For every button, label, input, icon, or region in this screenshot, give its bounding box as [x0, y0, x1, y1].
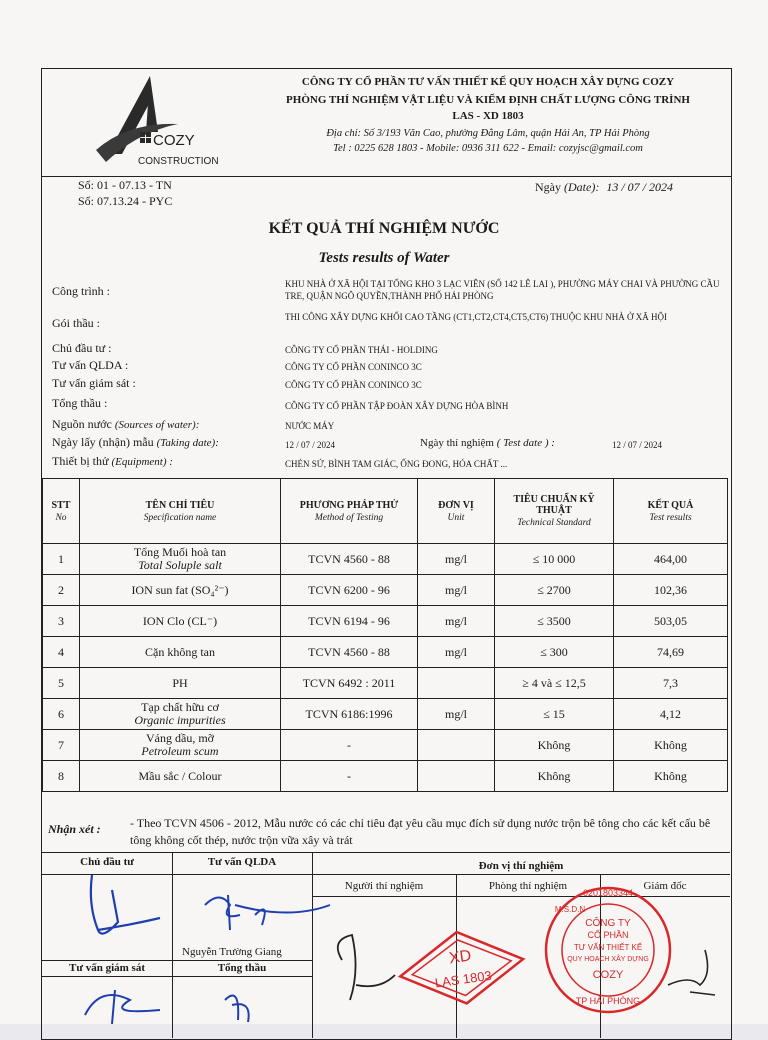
sig-contractor-label: Tổng thầu — [217, 962, 267, 974]
report-subtitle: Tests results of Water — [318, 250, 450, 266]
las-stamp — [395, 923, 528, 1012]
row-standard: ≤ 2700 — [495, 575, 614, 606]
contractor-signature — [225, 996, 249, 1023]
company-seal — [546, 888, 670, 1012]
row-result: Không — [614, 761, 728, 792]
row-name-vi: Váng dầu, mỡ — [146, 731, 214, 745]
project-value: KHU NHÀ Ở XÃ HỘI TẠI TỔNG KHO 3 LẠC VIÊN (SỐ 142 LÊ LAI ), PHƯỜNG MÁY CHAI VÀ PHƯỜNG CẦU TRE, QUẬN NGÔ QUYỀN,THÀNH PHỐ HẢI PHÒNG — [285, 279, 720, 301]
company-contact: Tel : 0225 628 1803 - Mobile: 0936 311 622 - Email: cozyjsc@gmail.com — [333, 143, 643, 154]
col-standard-en: Technical Standard — [517, 518, 591, 528]
row-stt: 1 — [43, 544, 80, 575]
date-label-en: (Date): — [564, 180, 600, 194]
investor-signature — [91, 875, 160, 934]
sig-director-label: Giám đốc — [643, 880, 687, 892]
taking-date-value: 12 / 07 / 2024 — [285, 440, 336, 450]
water-source-label-vi: Nguồn nước — [52, 417, 112, 431]
stamp-las-text: LAS 1803 — [433, 967, 493, 991]
seal-msdn: M.S.D.N — [554, 905, 586, 914]
pm-consultant-value: CÔNG TY CỔ PHẦN CONINCO 3C — [285, 362, 422, 372]
company-name: CÔNG TY CỔ PHẦN TƯ VẤN THIẾT KẾ QUY HOẠCH XÂY DỰNG COZY — [301, 76, 675, 88]
row-standard: ≥ 4 và ≤ 12,5 — [495, 668, 614, 699]
sig-lab-label: Phòng thí nghiệm — [488, 880, 568, 892]
row-result: 102,36 — [614, 575, 728, 606]
col-unit-vi: ĐƠN VỊ — [438, 499, 474, 511]
pm-signature — [205, 895, 330, 930]
row-stt: 6 — [43, 699, 80, 730]
taking-date-label-en: (Taking date): — [156, 437, 219, 449]
row-result: 503,05 — [614, 606, 728, 637]
row-method: TCVN 6492 : 2011 — [281, 668, 418, 699]
row-standard: ≤ 15 — [495, 699, 614, 730]
seal-ring-text: TP HẢI PHÒNG — [575, 996, 641, 1006]
row-stt: 8 — [43, 761, 80, 792]
remark-text: - Theo TCVN 4506 - 2012, Mẫu nước có các chỉ tiêu đạt yêu cầu mục đích sử dụng nước trộn bê tông cho các kết cấu bê tông không cốt thép, nước trộn vữa xây và trát — [130, 816, 711, 847]
taking-date-label-vi: Ngày lấy (nhận) mẫu — [52, 435, 154, 449]
row-name-vi: ION sun fat (SO₄²⁻) — [131, 582, 229, 597]
col-method-vi: PHƯƠNG PHÁP THỬ — [299, 499, 399, 511]
row-name-vi: Cặn không tan — [145, 644, 215, 659]
row-method: - — [281, 730, 418, 761]
pm-consultant-label: Tư vấn QLDA : — [52, 358, 129, 372]
supervisor-label: Tư vấn giám sát : — [52, 376, 136, 390]
row-name-vi: Tổng Muối hoà tan — [133, 545, 227, 559]
col-method-en: Method of Testing — [314, 512, 384, 523]
row-standard: ≤ 3500 — [495, 606, 614, 637]
row-method: TCVN 6200 - 96 — [281, 575, 418, 606]
doc-number-1: Số: 01 - 07.13 - TN — [78, 178, 172, 192]
col-name-vi: TÊN CHỈ TIÊU — [145, 499, 215, 511]
seal-line-1: CÔNG TY — [585, 918, 631, 929]
contractor-value: CÔNG TY CỔ PHẦN TẬP ĐOÀN XÂY DỰNG HÒA BÌNH — [285, 401, 509, 411]
supervisor-signature — [85, 990, 160, 1024]
col-result-en: Test results — [649, 512, 692, 523]
col-result-vi: KẾT QUẢ — [647, 499, 694, 511]
row-standard: Không — [495, 730, 614, 761]
row-result: 464,00 — [614, 544, 728, 575]
seal-line-2: CỔ PHẦN — [587, 930, 629, 940]
date-value: 13 / 07 / 2024 — [606, 180, 673, 194]
row-unit: mg/l — [418, 575, 495, 606]
row-unit: mg/l — [418, 544, 495, 575]
row-method: TCVN 6186:1996 — [281, 699, 418, 730]
stamp-xd-text: XD — [448, 947, 473, 968]
water-source-label-en: (Sources of water): — [114, 419, 200, 431]
row-stt: 4 — [43, 637, 80, 668]
seal-line-5: COZY — [592, 969, 624, 981]
sig-lab-unit-label: Đơn vị thí nghiệm — [478, 860, 564, 872]
row-method: TCVN 4560 - 88 — [281, 544, 418, 575]
col-name-en: Specification name — [143, 512, 217, 523]
row-name-en: Petroleum scum — [141, 744, 219, 758]
row-name-en: Total Soluple salt — [138, 558, 222, 572]
test-date-label-en: ( Test date ) : — [496, 437, 555, 449]
logo-subtext: CONSTRUCTION — [138, 156, 219, 167]
row-name-vi: ION Clo (CL⁻) — [142, 613, 218, 628]
test-date-value: 12 / 07 / 2024 — [612, 440, 663, 450]
row-name-vi: PH — [172, 675, 188, 690]
row-stt: 7 — [43, 730, 80, 761]
equipment-label-vi: Thiết bị thử — [52, 454, 109, 468]
row-standard: ≤ 300 — [495, 637, 614, 668]
tester-signature — [338, 935, 395, 1000]
supervisor-value: CÔNG TY CỔ PHẦN CONINCO 3C — [285, 380, 422, 390]
las-code: LAS - XD 1803 — [452, 110, 524, 122]
row-standard: ≤ 10 000 — [495, 544, 614, 575]
row-result: 74,69 — [614, 637, 728, 668]
package-value: THI CÔNG XÂY DỰNG KHỐI CAO TẦNG (CT1,CT2,CT4,CT5,CT6) THUỘC KHU NHÀ Ở XÃ HỘI — [285, 312, 668, 322]
row-result: 4,12 — [614, 699, 728, 730]
package-label: Gói thầu : — [52, 316, 100, 330]
equipment-value: CHÉN SỨ, BÌNH TAM GIÁC, ỐNG ĐONG, HÓA CHẤT ... — [285, 459, 508, 469]
pm-signer-name: Nguyễn Trường Giang — [182, 946, 282, 958]
col-standard-vi: TIÊU CHUẨN KỸ THUẬT — [513, 494, 595, 516]
remark-label: Nhận xét : — [48, 822, 101, 836]
investor-value: CÔNG TY CỔ PHẦN THÁI - HOLDING — [285, 345, 438, 355]
sig-investor-label: Chủ đầu tư — [80, 856, 134, 868]
row-stt: 5 — [43, 668, 80, 699]
row-standard: Không — [495, 761, 614, 792]
water-source-value: NƯỚC MÁY — [285, 421, 335, 431]
row-unit: mg/l — [418, 606, 495, 637]
seal-line-3: TƯ VẤN THIẾT KẾ — [573, 943, 643, 952]
row-name-vi: Mầu sắc / Colour — [138, 768, 222, 783]
row-method: TCVN 6194 - 96 — [281, 606, 418, 637]
col-stt-vi: STT — [51, 499, 71, 511]
test-date-label-vi: Ngày thí nghiệm — [420, 437, 494, 449]
row-method: TCVN 4560 - 88 — [281, 637, 418, 668]
equipment-label-en: (Equipment) : — [111, 456, 173, 468]
doc-number-2: Số: 07.13.24 - PYC — [78, 194, 173, 208]
seal-code: 0201803344 — [582, 888, 634, 898]
seal-line-4: QUY HOẠCH XÂY DỰNG — [567, 956, 649, 963]
row-unit: mg/l — [418, 699, 495, 730]
row-method: - — [281, 761, 418, 792]
contractor-label: Tổng thầu : — [52, 396, 108, 410]
row-unit: mg/l — [418, 637, 495, 668]
investor-label: Chủ đầu tư : — [52, 341, 112, 355]
report-title: KẾT QUẢ THÍ NGHIỆM NƯỚC — [268, 220, 500, 237]
row-stt: 3 — [43, 606, 80, 637]
row-stt: 2 — [43, 575, 80, 606]
sig-pm-label: Tư vấn QLDA — [207, 856, 277, 868]
logo-text: COZY — [153, 132, 195, 149]
date-label: Ngày — [535, 180, 561, 194]
row-name-en: Organic impurities — [134, 713, 226, 727]
company-address: Địa chỉ: Số 3/193 Văn Cao, phường Đằng Lâm, quận Hải An, TP Hải Phòng — [326, 128, 650, 139]
col-unit-en: Unit — [447, 512, 465, 523]
col-stt-en: No — [55, 512, 67, 523]
row-name-vi: Tạp chất hữu cơ — [141, 700, 219, 714]
sig-supervisor-label: Tư vấn giám sát — [69, 962, 145, 974]
sig-tester-label: Người thí nghiệm — [344, 880, 424, 892]
director-signature — [668, 950, 715, 995]
row-result: 7,3 — [614, 668, 728, 699]
project-label: Công trình : — [52, 284, 111, 298]
lab-name: PHÒNG THÍ NGHIỆM VẬT LIỆU VÀ KIỂM ĐỊNH CHẤT LƯỢNG CÔNG TRÌNH — [286, 94, 690, 106]
row-result: Không — [614, 730, 728, 761]
